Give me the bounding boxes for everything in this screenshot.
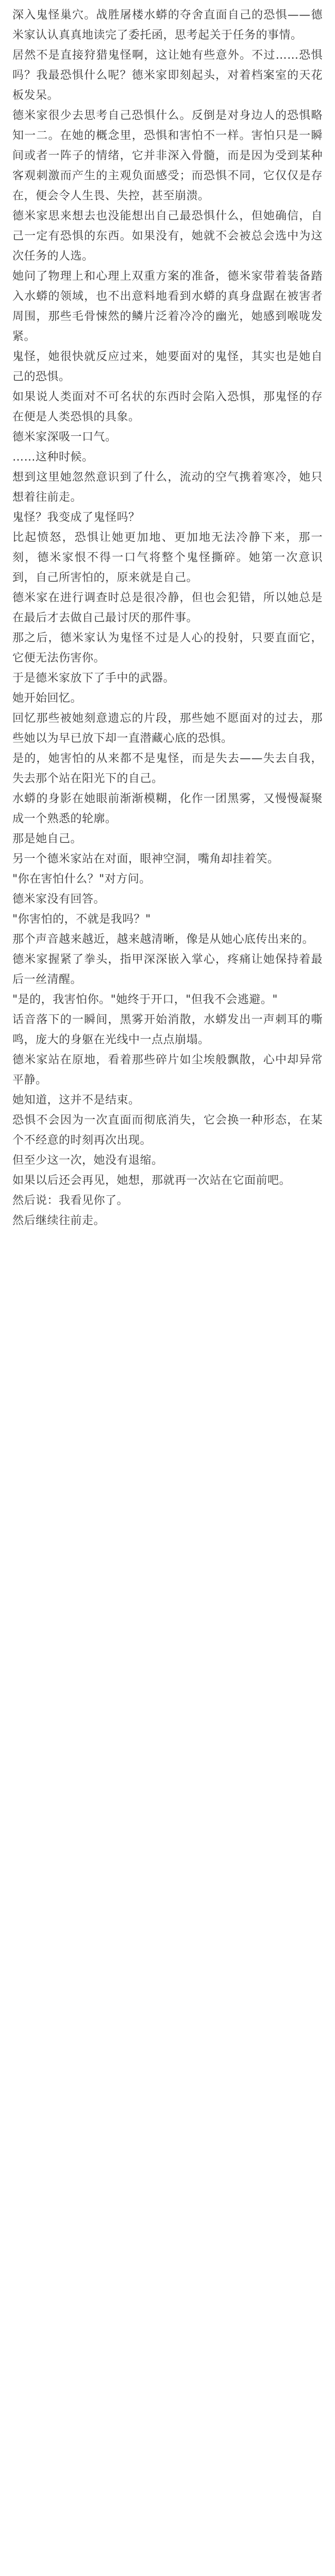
paragraph: 她问了物理上和心理上双重方案的准备，德米家带着装备踏入水蟒的领域，也不出意料地看到水蟒的真身盘踞在被害者周围，那些毛骨悚然的鳞片泛着冷冷的幽光，她感到喉咙发紧。 [12,270,323,343]
paragraph: 德米家站在原地，看着那些碎片如尘埃般飘散，心中却异常平静。 [12,1054,323,1087]
paragraph: "你害怕的，不就是我吗？" [12,913,151,926]
paragraph: 她知道，这并不是结束。 [12,1094,140,1107]
paragraph: 她开始回忆。 [12,692,82,705]
paragraph: ……这种时候。 [12,451,94,464]
paragraph: 德米家没有回答。 [12,893,106,906]
paragraph: 是的，她害怕的从来都不是鬼怪，而是失去——失去自我，失去那个站在阳光下的自己。 [12,752,323,785]
paragraph: 想到这里她忽然意识到了什么，流动的空气携着寒冷，她只想着往前走。 [12,471,323,504]
paragraph: 德米家思来想去也没能想出自己最恐惧什么，但她确信，自己一定有恐惧的东西。如果没有，她就不会被总会选中为这次任务的人选。 [12,210,323,263]
paragraph: 那个声音越来越近，越来越清晰，像是从她心底传出来的。 [12,933,314,946]
paragraph: "你在害怕什么？"对方问。 [12,873,151,886]
paragraph: 于是德米家放下了手中的武器。 [12,672,175,685]
article-body [0,0,335,1231]
paragraph: 恐惧不会因为一次直面而彻底消失，它会换一种形态，在某个不经意的时刻再次出现。 [12,1114,323,1147]
paragraph: 回忆那些被她刻意遗忘的片段，那些她不愿面对的过去，那些她以为早已放下却一直潜藏心底的恐惧。 [12,712,323,745]
paragraph: 如果以后还会再见，她想，那就再一次站在它面前吧。 [12,1174,291,1187]
paragraph: 居然不是直接狩猎鬼怪啊，这让她有些意外。不过……恐惧吗？我最恐惧什么呢？德米家即刻起头，对着档案室的天花板发呆。 [12,49,323,102]
paragraph: 如果说人类面对不可名状的东西时会陷入恐惧，那鬼怪的存在便是人类恐惧的具象。 [12,391,323,423]
paragraph: 那是她自己。 [12,833,82,845]
paragraph: "是的，我害怕你。"她终于开口，"但我不会逃避。" [12,993,278,1006]
paragraph: 德米家很少去思考自己恐惧什么。反倒是对身边人的恐惧略知一二。在她的概念里，恐惧和害怕不一样。害怕只是一瞬间或者一阵子的情绪，它并非深入骨髓，而是因为受到某种客观刺激而产生的主观负面感受；而恐惧不同，它仅仅是存在，便会令人生畏、失控，甚至崩溃。 [12,109,323,202]
paragraph: 但至少这一次，她没有退缩。 [12,1154,163,1167]
paragraph: 鬼怪，她很快就反应过来，她要面对的鬼怪，其实也是她自己的恐惧。 [12,350,323,383]
paragraph: 水蟒的身影在她眼前渐渐模糊，化作一团黑雾，又慢慢凝聚成一个熟悉的轮廓。 [12,792,323,825]
paragraph: 比起愤怒，恐惧让她更加地、更加地无法冷静下来，那一刻，德米家恨不得一口气将整个鬼怪撕碎。她第一次意识到，自己所害怕的，原来就是自己。 [12,531,323,584]
paragraph: 然后继续往前走。 [12,1214,106,1227]
paragraph: 深入鬼怪巢穴。战胜屠楼水蟒的夺舍直面自己的恐惧——德米家认认真真地读完了委托函，思考起关于任务的事情。 [12,9,323,42]
paragraph: 那之后，德米家认为鬼怪不过是人心的投射，只要直面它，它便无法伤害你。 [12,632,323,665]
paragraph: 另一个德米家站在对面，眼神空洞，嘴角却挂着笑。 [12,853,279,866]
paragraph: 鬼怪？我变成了鬼怪吗？ [12,511,140,524]
paragraph: 然后说：我看见你了。 [12,1194,129,1207]
paragraph: 德米家握紧了拳头，指甲深深嵌入掌心，疼痛让她保持着最后一丝清醒。 [12,953,323,986]
paragraph: 话音落下的一瞬间，黑雾开始消散，水蟒发出一声刺耳的嘶鸣，庞大的身躯在光线中一点点崩塌。 [12,1013,323,1046]
paragraph: 德米家深吸一口气。 [12,431,117,444]
paragraph: 德米家在进行调查时总是很冷静，但也会犯错，所以她总是在最后才去做自己最讨厌的那件事。 [12,591,323,624]
